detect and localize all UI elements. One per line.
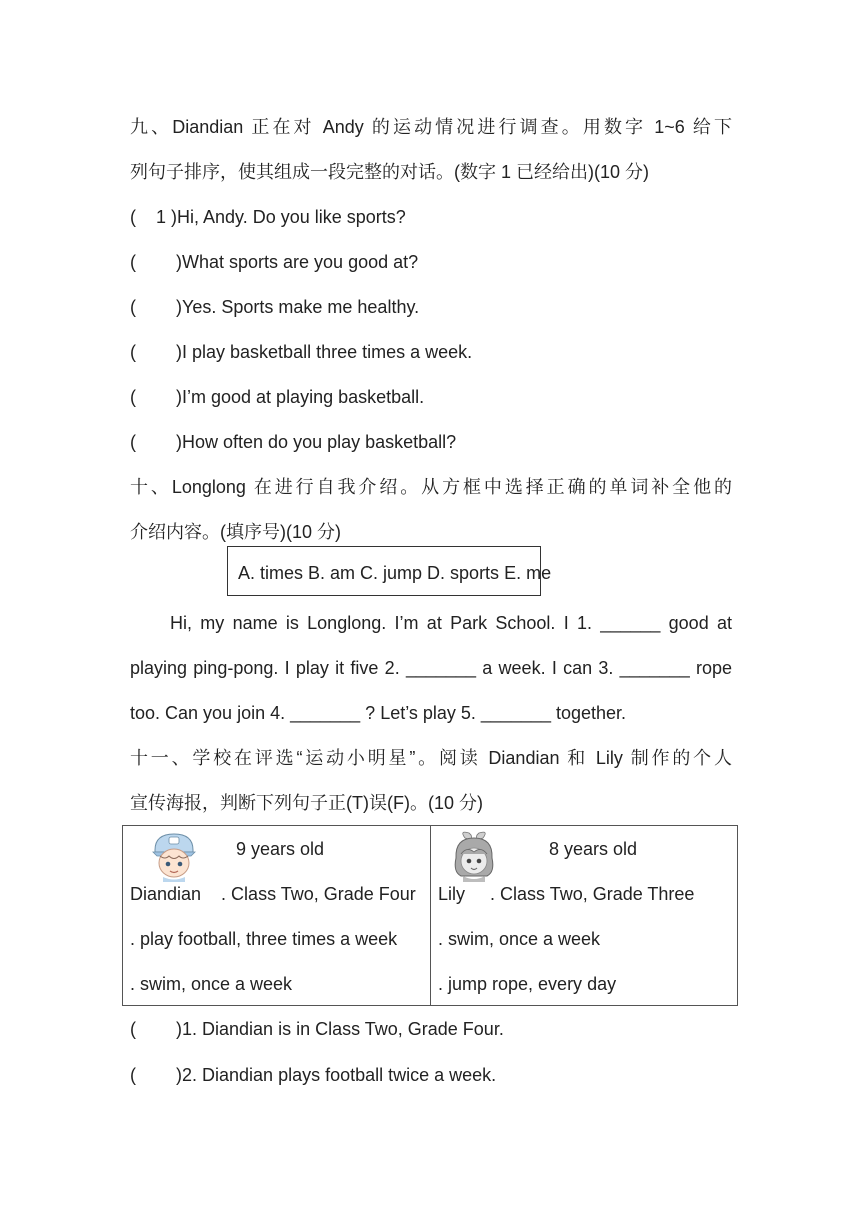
section9-item-3	[130, 295, 732, 319]
word-box	[227, 546, 552, 596]
lily-avatar	[449, 830, 499, 882]
section11-title-line2: 宣传海报，判断下列句子正(T)误(F)。(10 分)	[130, 793, 483, 813]
word-box-text: A. times B. am C. jump D. sports E. me	[238, 563, 552, 583]
answer-bracket[interactable]: ( )	[130, 432, 182, 452]
table-divider	[430, 826, 431, 1005]
passage-line1-text: Hi, my name is Longlong. I’m at Park School. I 1. ______ good at	[170, 613, 732, 633]
diandian-avatar	[149, 830, 199, 882]
answer-bracket[interactable]: ( )	[130, 297, 182, 317]
section9-item-1	[130, 205, 732, 229]
passage-line1	[130, 611, 732, 635]
diandian-class: Diandian . Class Two, Grade Four	[130, 884, 416, 904]
lily-fact-1: . swim, once a week	[438, 929, 601, 949]
answer-bracket[interactable]: ( )	[130, 1065, 182, 1085]
section9-item-2	[130, 250, 732, 274]
diandian-age: 9 years old	[236, 839, 325, 859]
section9-item-4	[130, 340, 732, 364]
section10-title-line1: 十、Longlong 在进行自我介绍。从方框中选择正确的单词补全他的	[130, 477, 732, 497]
diandian-fact-2: . swim, once a week	[130, 974, 293, 994]
section11-question-2	[130, 1063, 732, 1087]
lily-fact-2: . jump rope, every day	[438, 974, 617, 994]
passage-line2: playing ping-pong. I play it five 2. _______ a week. I can 3. _______ rope	[130, 658, 732, 678]
passage-line3: too. Can you join 4. _______ ? Let’s play 5. _______ together.	[130, 703, 627, 723]
answer-bracket[interactable]: ( )	[130, 252, 182, 272]
diandian-fact-1: . play football, three times a week	[130, 929, 398, 949]
section11-question-1	[130, 1017, 732, 1041]
section9-title-line2: 列句子排序，使其组成一段完整的对话。(数字 1 已经给出)(10 分)	[130, 162, 650, 182]
item-text: I play basketball three times a week.	[182, 342, 473, 362]
answer-bracket[interactable]: ( )	[130, 1019, 182, 1039]
answer-bracket[interactable]: ( )	[130, 342, 182, 362]
lily-class: Lily . Class Two, Grade Three	[438, 884, 695, 904]
section9-item-6	[130, 430, 732, 454]
answer-bracket[interactable]: ( 1 )	[130, 207, 178, 227]
question-text: 1. Diandian is in Class Two, Grade Four.	[182, 1019, 504, 1039]
item-text: I’m good at playing basketball.	[182, 387, 425, 407]
item-text: Yes. Sports make me healthy.	[182, 297, 420, 317]
section9-title-line1: 九、Diandian 正在对 Andy 的运动情况进行调查。用数字 1~6 给下	[130, 117, 732, 137]
answer-bracket[interactable]: ( )	[130, 387, 182, 407]
section9-item-5	[130, 385, 732, 409]
item-text: What sports are you good at?	[182, 252, 419, 272]
section11-title-line1: 十一、学校在评选“运动小明星”。阅读 Diandian 和 Lily 制作的个人	[130, 748, 732, 768]
item-text: Hi, Andy. Do you like sports?	[177, 207, 406, 227]
section10-title-line2: 介绍内容。(填序号)(10 分)	[130, 522, 341, 542]
question-text: 2. Diandian plays football twice a week.	[182, 1065, 497, 1085]
item-text: How often do you play basketball?	[182, 432, 457, 452]
poster-table	[122, 825, 738, 1006]
lily-age: 8 years old	[549, 839, 638, 859]
